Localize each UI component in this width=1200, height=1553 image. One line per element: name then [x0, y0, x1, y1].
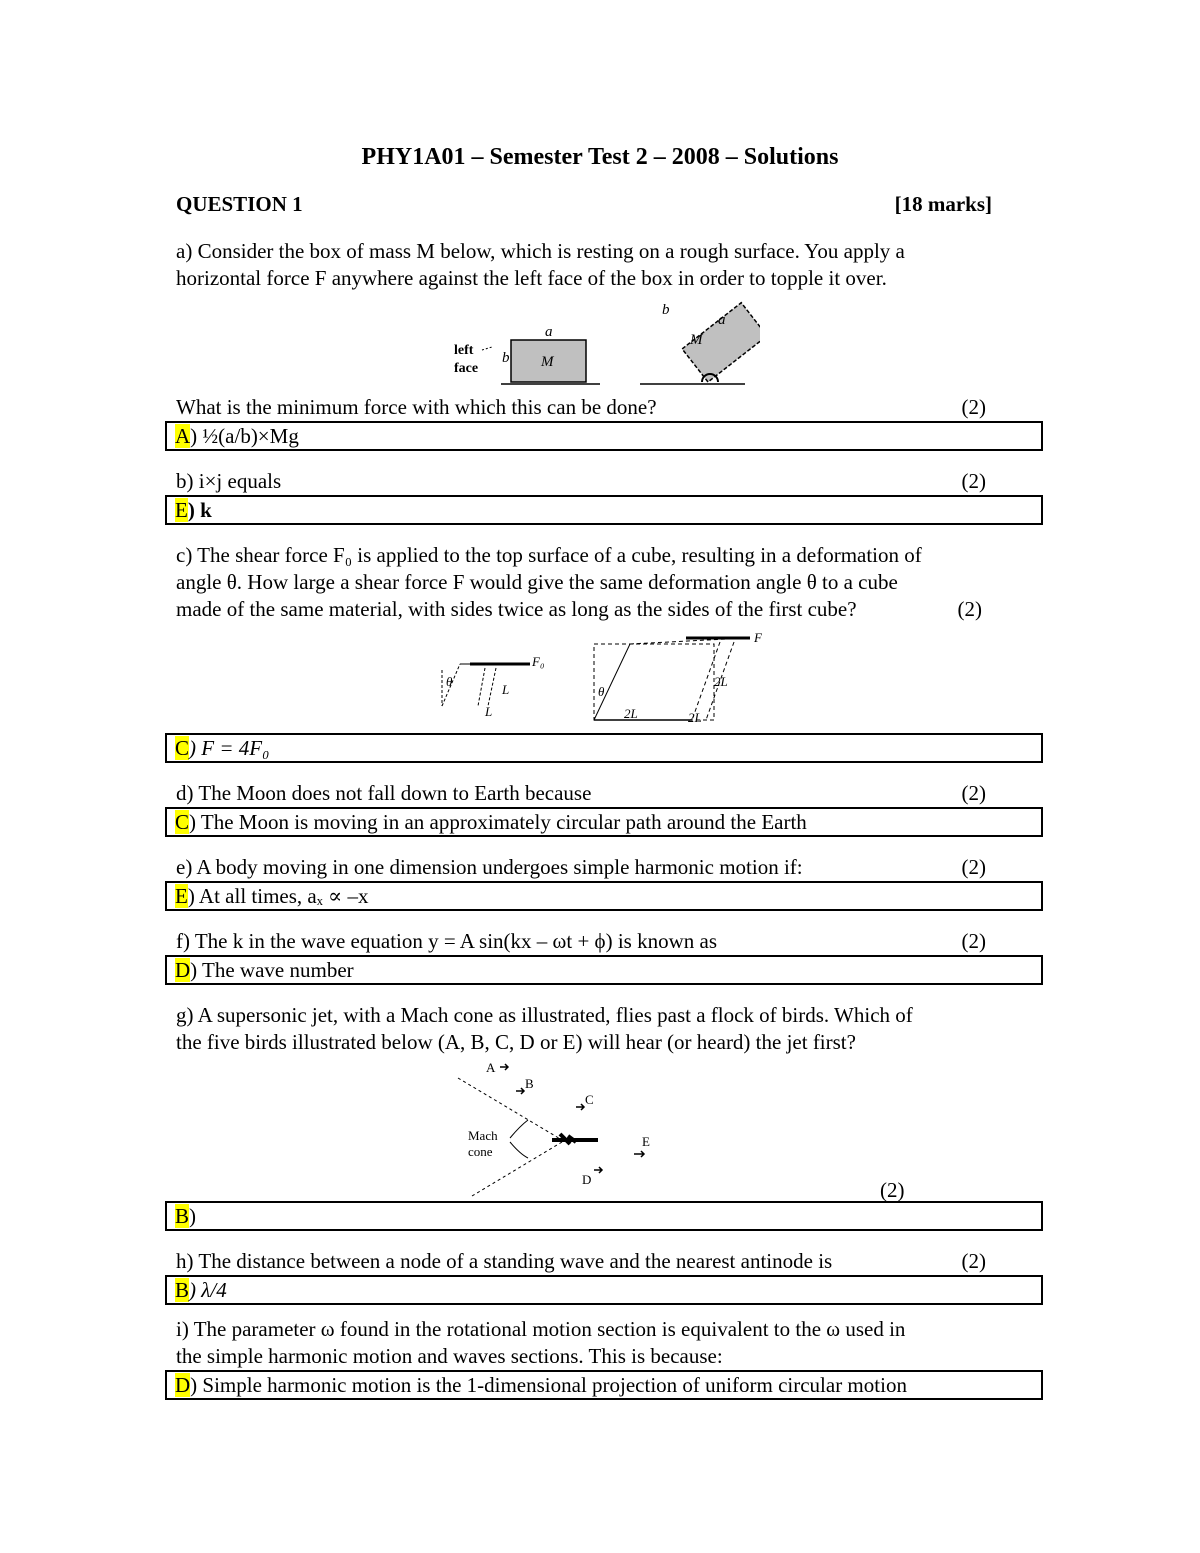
part-b-points: (2) [961, 469, 986, 493]
part-g-answer-box [165, 1201, 1043, 1231]
part-a-answer-box [165, 421, 1043, 451]
part-e-question [176, 854, 986, 881]
fig-theta-large: θ [598, 684, 605, 699]
fig-cone-label: cone [468, 1144, 493, 1159]
fig-face-label: face [454, 361, 479, 376]
jet-icon [552, 1134, 598, 1144]
part-h-answer-text: ) λ/4 [189, 1278, 227, 1302]
part-d-points: (2) [961, 781, 986, 805]
part-d-answer-letter: C [175, 810, 190, 834]
part-f-question [176, 928, 986, 955]
part-f-question-text: f) The k in the wave equation y = A sin(kx – ωt + ϕ) is known as [176, 929, 718, 953]
part-h-question-text: h) The distance between a node of a standing wave and the nearest antinode is [176, 1249, 833, 1273]
fig-L-bottom: L [485, 704, 493, 719]
shear-cube-figure [430, 628, 770, 728]
box-topple-figure [440, 300, 760, 392]
fig-tilted-a: a [718, 312, 726, 328]
part-b-question-text: b) i×j equals [176, 469, 282, 493]
part-h-answer-box [165, 1275, 1043, 1305]
fig-b-label: b [502, 350, 510, 366]
fig-2L-side: 2L [714, 674, 728, 689]
part-c-points: (2) [957, 597, 982, 621]
fig-2L-bottom: 2L [624, 706, 638, 721]
part-i-text-line-1: i) The parameter ω found in the rotational motion section is equivalent to the ω used in [176, 1317, 906, 1341]
part-b-answer-letter: E [175, 498, 188, 522]
part-d-answer-text: ) The Moon is moving in an approximately circular path around the Earth [189, 810, 807, 834]
fig-box-M: M [541, 354, 554, 370]
part-a-points: (2) [961, 395, 986, 419]
part-h-answer-letter: B [175, 1278, 190, 1302]
part-b-question [176, 468, 986, 495]
part-f-answer-letter: D [175, 958, 191, 982]
part-c-answer-box [165, 733, 1043, 763]
part-d-question-text: d) The Moon does not fall down to Earth because [176, 781, 592, 805]
part-c-answer-letter: C [175, 736, 190, 760]
fig-2L-corner: 2L [688, 710, 702, 725]
part-d-question [176, 780, 986, 807]
question-label: QUESTION 1 [176, 192, 303, 216]
part-f-points: (2) [961, 929, 986, 953]
part-g-points: (2) [880, 1178, 905, 1202]
part-e-answer-text: ) At all times, aₓ ∝ –x [187, 884, 369, 908]
part-c-text-line-3 [176, 596, 982, 623]
fig-bird-B: B [525, 1076, 534, 1091]
part-e-points: (2) [961, 855, 986, 879]
part-a-text-line-2: horizontal force F anywhere against the left face of the box in order to topple it over. [176, 266, 887, 290]
fig-bird-E: E [642, 1134, 650, 1149]
part-e-answer-box [165, 881, 1043, 911]
part-i-answer-text: ) Simple harmonic motion is the 1-dimensional projection of uniform circular motion [190, 1373, 907, 1397]
part-h-question [176, 1248, 986, 1275]
part-d-answer-box [165, 807, 1043, 837]
part-e-answer-letter: E [175, 884, 188, 908]
part-c-text-line-2: angle θ. How large a shear force F would give the same deformation angle θ to a cube [176, 570, 898, 594]
question-marks: [18 marks] [894, 192, 992, 216]
part-g-answer-letter: B [175, 1204, 190, 1228]
part-i-answer-letter: D [175, 1373, 191, 1397]
fig-bird-C: C [585, 1092, 594, 1107]
part-b-answer-text: ) k [187, 498, 212, 522]
fig-tilted-M: M [690, 332, 703, 348]
mach-cone-figure [450, 1058, 670, 1198]
part-e-question-text: e) A body moving in one dimension undergoes simple harmonic motion if: [176, 855, 803, 879]
part-c-answer-text: ) F = 4F₀ [189, 736, 270, 760]
part-f-answer-box [165, 955, 1043, 985]
part-f-answer-text: ) The wave number [190, 958, 354, 982]
page-title: PHY1A01 – Semester Test 2 – 2008 – Solutions [361, 144, 839, 170]
part-g-answer-text: ) [189, 1204, 197, 1228]
fig-bird-D: D [582, 1172, 592, 1187]
part-h-points: (2) [961, 1249, 986, 1273]
part-g-text-line-2: the five birds illustrated below (A, B, C, D or E) will hear (or heard) the jet first? [176, 1030, 856, 1054]
fig-tilted-b: b [662, 302, 670, 318]
fig-F0-label: F₀ [532, 654, 545, 669]
part-a-question [176, 394, 986, 421]
part-b-answer-box [165, 495, 1043, 525]
fig-L-side: L [502, 682, 510, 697]
fig-mach-label: Mach [468, 1128, 498, 1143]
fig-F-label: F [754, 630, 762, 645]
fig-a-label: a [545, 324, 553, 340]
part-a-answer-text: ) ½(a/b)×Mg [190, 424, 299, 448]
part-a-answer-letter: A [175, 424, 191, 448]
question-header [176, 192, 992, 217]
part-i-answer-box [165, 1370, 1043, 1400]
part-c-text-line-1: c) The shear force F₀ is applied to the top surface of a cube, resulting in a deformation of [176, 543, 922, 567]
part-a-question-text: What is the minimum force with which this can be done? [176, 395, 657, 419]
part-a-text-line-1: a) Consider the box of mass M below, which is resting on a rough surface. You apply a [176, 239, 905, 263]
part-c-line-3-text: made of the same material, with sides twice as long as the sides of the first cube? [176, 597, 857, 621]
fig-left-label: left [454, 343, 474, 358]
fig-bird-A: A [486, 1060, 496, 1075]
fig-theta-small: θ [446, 674, 453, 689]
part-g-text-line-1: g) A supersonic jet, with a Mach cone as illustrated, flies past a flock of birds. Which of [176, 1003, 913, 1027]
part-i-text-line-2: the simple harmonic motion and waves sections. This is because: [176, 1344, 723, 1368]
